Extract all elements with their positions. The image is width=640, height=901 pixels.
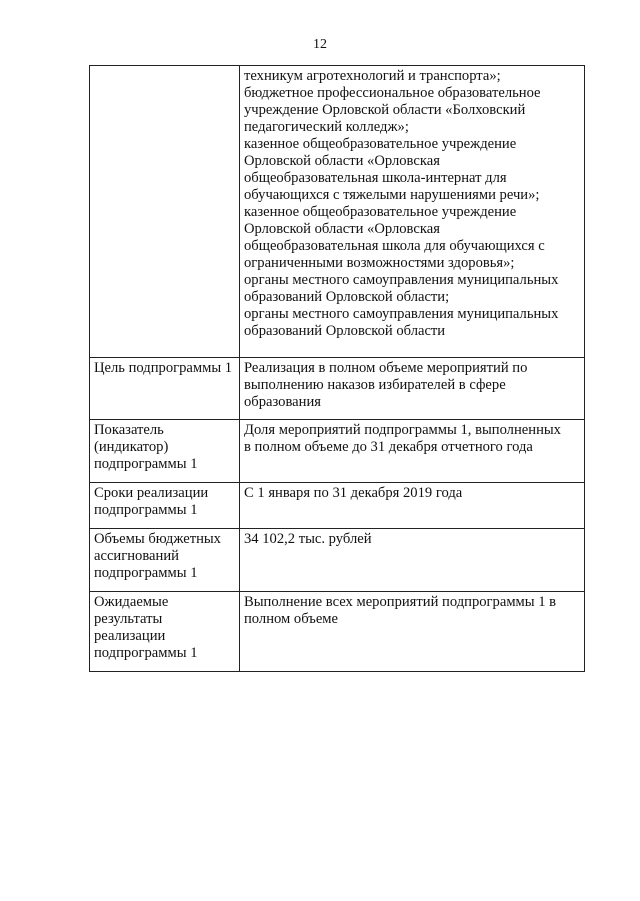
text-line: техникум агротехнологий и транспорта»; [244,68,501,84]
table-row [90,66,585,358]
text-line: результаты [94,611,163,627]
text-line: С 1 января по 31 декабря 2019 года [244,485,463,501]
text-line: (индикатор) [94,439,169,455]
goal-value-cell [240,358,585,420]
text-line: ассигнований [94,548,179,564]
indicator-label-cell [90,420,240,483]
text-line: образования [244,394,321,410]
text-line: общеобразовательная школа для обучающихся с [244,238,545,254]
text-line: Показатель [94,422,164,438]
text-line: 34 102,2 тыс. рублей [244,531,372,547]
text-line: Орловской области «Орловская [244,221,440,237]
text-line: казенное общеобразовательное учреждение [244,204,517,220]
text-line: Реализация в полном объеме мероприятий по [244,360,528,376]
results-value-cell [240,592,585,672]
text-line: казенное общеобразовательное учреждение [244,136,517,152]
executors-cell [240,66,585,358]
text-line: общеобразовательная школа-интернат для [244,170,507,186]
table-row [90,529,585,592]
text-line: полном объеме [244,611,339,627]
text-line: Доля мероприятий подпрограммы 1, выполненных [244,422,561,438]
table-row [90,420,585,483]
text-line: Сроки реализации [94,485,209,501]
results-label-cell [90,592,240,672]
budget-value-cell [240,529,585,592]
text-line: подпрограммы 1 [94,502,198,518]
table-row [90,592,585,672]
text-line: образований Орловской области; [244,289,450,305]
text-line: Орловской области «Орловская [244,153,440,169]
text-line: подпрограммы 1 [94,565,198,581]
text-line: Выполнение всех мероприятий подпрограммы 1 в [244,594,557,610]
text-line: Цель подпрограммы 1 [94,360,233,376]
text-line: учреждение Орловской области «Болховский [244,102,526,118]
table-row [90,483,585,529]
goal-label-cell [90,358,240,420]
text-line: органы местного самоуправления муниципальных [244,306,559,322]
text-line: выполнению наказов избирателей в сфере [244,377,506,393]
text-line: ограниченными возможностями здоровья»; [244,255,515,271]
subprogram-passport-table [89,65,585,672]
budget-label-cell [90,529,240,592]
text-line: Ожидаемые [94,594,169,610]
timeframe-value-cell [240,483,585,529]
table-row [90,358,585,420]
text-line: реализации [94,628,166,644]
text-line: подпрограммы 1 [94,456,198,472]
text-line: образований Орловской области [244,323,446,339]
text-line: Объемы бюджетных [94,531,221,547]
text-line: подпрограммы 1 [94,645,198,661]
text-line: обучающихся с тяжелыми нарушениями речи»; [244,187,540,203]
text-line: педагогический колледж»; [244,119,409,135]
text-line: в полном объеме до 31 декабря отчетного года [244,439,533,455]
text-line: органы местного самоуправления муниципальных [244,272,559,288]
row-label-cell [90,66,240,358]
page-number: 12 [313,37,327,52]
timeframe-label-cell [90,483,240,529]
indicator-value-cell [240,420,585,483]
text-line: бюджетное профессиональное образовательное [244,85,541,101]
